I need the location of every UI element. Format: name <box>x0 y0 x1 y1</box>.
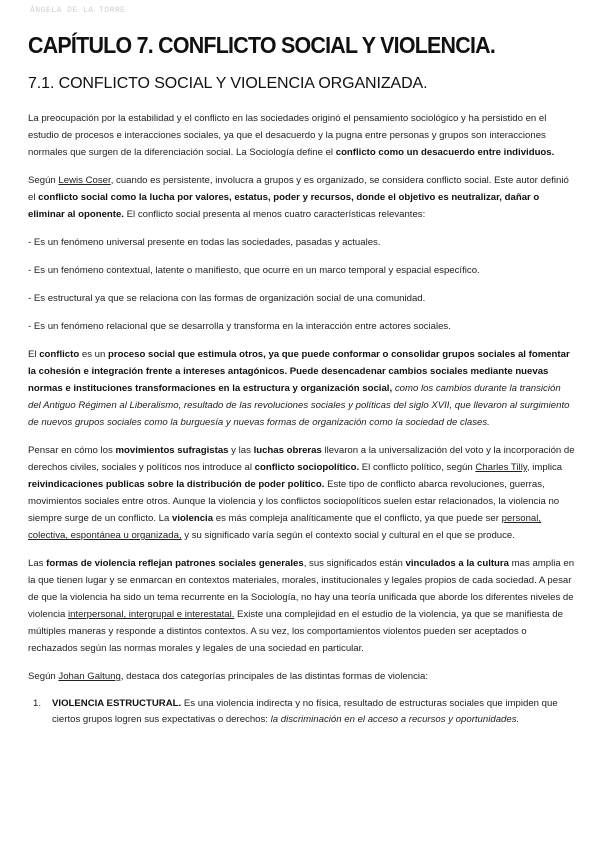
bullet-item: - Es un fenómeno relacional que se desarrolla y transforma en la interacción entre actores sociales. <box>28 321 451 332</box>
text: Existe una complejidad en el estudio de la violencia, ya que se manifiesta de múltiples maneras y responde a distintos contextos. A su vez, los comportamientos violentos pueden ser aceptados o rechazados según las normas morales y legales de una sociedad en particular. <box>28 609 563 654</box>
violence-categories-list <box>28 696 576 728</box>
bold-text: movimientos sufragistas <box>115 445 229 456</box>
italic-text: la discriminación en el acceso a recursos y oportunidades. <box>270 714 520 725</box>
paragraph-conflict-process <box>28 346 576 431</box>
author-link-coser[interactable]: Lewis Coser <box>58 175 111 186</box>
bold-text: proceso social que estimula otros, ya que puede conformar o consolidar grupos sociales al fomentar la cohesión e integración frente a intereses antagónicos. Puede desencadenar cambios sociales mediante nuevas normas e instituciones transformaciones en la estructura y organización social, <box>28 349 570 394</box>
paragraph-coser <box>28 172 576 223</box>
text: es más compleja analíticamente que el conflicto, ya que puede ser <box>213 513 502 524</box>
author-watermark: ÁNGELA DE LA TORRE <box>30 6 126 15</box>
bold-text: violencia <box>172 513 214 524</box>
text: Las <box>28 558 47 569</box>
text: Es una violencia indirecta y no física, resultado de estructuras sociales que impiden que ciertos grupos logren sus expectativas o derechos: <box>52 698 558 725</box>
text: es un <box>79 349 108 360</box>
bold-text: vinculados a la cultura <box>405 558 509 569</box>
bold-text: VIOLENCIA ESTRUCTURAL. <box>52 698 182 709</box>
paragraph-intro <box>28 110 576 161</box>
italic-text: como los cambios durante la transición del Antiguo Régimen al Liberalismo, resultado de las revoluciones sociales y políticas del siglo XVII, que llevaron al surgimiento de nuevos grupos sociales como la burguesía y nuevas formas de organización como la sociedad de clases. <box>28 383 570 428</box>
bullet-item: - Es un fenómeno contextual, latente o manifiesto, que ocurre en un marco temporal y espacial específico. <box>28 265 480 276</box>
bold-text: formas de violencia reflejan patrones sociales generales <box>46 558 304 569</box>
text: y las <box>228 445 254 456</box>
paragraph-sociopolitical <box>28 442 576 544</box>
bold-text: conflicto sociopolítico. <box>254 462 360 473</box>
text: , cuando es persistente, involucra a grupos y es organizado, se considera conflicto social. Este autor definió el <box>28 175 569 203</box>
bold-text: reivindicaciones publicas sobre la distribución de poder político. <box>28 479 325 490</box>
text: El conflicto político, según <box>359 462 476 473</box>
bullet-item: - Es un fenómeno universal presente en todas las sociedades, pasadas y actuales. <box>28 237 381 248</box>
text: Según <box>28 671 59 682</box>
text: mas amplia en la que tienen lugar y se enmarcan en contextos materiales, morales, institucionales y legales propios de cada sociedad. A pesar de que la violencia ha sido un tema recurrente en la Sociología, no hay una teoría unificada que aborde los diferentes niveles de violencia <box>28 558 575 620</box>
text: Este tipo de conflicto abarca revoluciones, guerras, movimientos sociales entre otros. Aunque la violencia y los conflictos sociopolíticos suelen estar relacionados, la violencia no siempre surge de un conflicto. La <box>28 479 560 524</box>
author-link-tilly[interactable]: Charles Tilly <box>475 462 527 473</box>
text: Pensar en cómo los <box>28 445 116 456</box>
bold-text: conflicto como un desacuerdo entre individuos. <box>335 147 555 158</box>
text: La preocupación por la estabilidad y el conflicto en las sociedades originó el pensamiento sociológico y ha persistido en el estudio de procesos e interacciones sociales, ya que el desacuerdo y la pugna entre personas y grupos son interacciones normales que surgen de la diferenciación social. La Sociología define el <box>28 113 547 158</box>
underlined-text: personal, colectiva, espontánea u organizada, <box>28 513 542 541</box>
text: El conflicto social presenta al menos cuatro características relevantes: <box>123 209 426 220</box>
bullet-item: - Es estructural ya que se relaciona con las formas de organización social de una comunidad. <box>28 293 426 304</box>
list-number: 1. <box>33 698 42 709</box>
paragraph-violence-forms <box>28 555 576 657</box>
author-link-galtung[interactable]: Johan Galtung <box>58 671 121 682</box>
document-body <box>28 30 576 728</box>
bold-text: conflicto <box>39 349 80 360</box>
text: Según <box>28 175 59 186</box>
bold-text: conflicto social como la lucha por valores, estatus, poder y recursos, donde el objetivo es neutralizar, dañar o eliminar al oponente. <box>28 192 540 220</box>
bold-text: luchas obreras <box>253 445 322 456</box>
text: llevaron a la universalización del voto y la incorporación de derechos civiles, sociales y políticos nos introduce al <box>28 445 575 473</box>
text: y su significado varía según el contexto social y cultural en el que se produce. <box>181 530 515 541</box>
chapter-title: CAPÍTULO 7. CONFLICTO SOCIAL Y VIOLENCIA. <box>28 32 496 58</box>
paragraph-galtung <box>28 668 576 685</box>
underlined-text: interpersonal, intergrupal e interestatal. <box>68 609 235 620</box>
list-item <box>28 696 576 728</box>
text: , sus significados están <box>303 558 406 569</box>
text: , implica <box>526 462 563 473</box>
section-title: 7.1. CONFLICTO SOCIAL Y VIOLENCIA ORGANIZADA. <box>28 75 428 92</box>
text: , destaca dos categorías principales de las distintas formas de violencia: <box>120 671 428 682</box>
text: El <box>28 349 40 360</box>
